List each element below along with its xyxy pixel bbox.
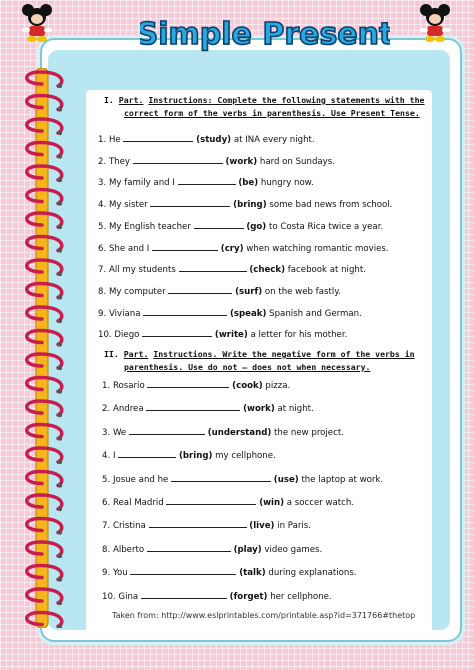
item-rest: hungry now. [260, 178, 314, 189]
item-subject: Real Madrid [112, 498, 164, 508]
spiral-hole [58, 319, 62, 323]
list-item [98, 305, 362, 319]
item-verb: (surf) [235, 286, 263, 297]
item-verb: (bring) [233, 200, 267, 211]
item-number: 5. [98, 221, 107, 232]
section2-label: II. [104, 349, 119, 359]
section1-instructions-line2: correct form of the verbs in parenthesis. Use Present Tense. [124, 108, 420, 118]
item-verb: (go) [246, 221, 267, 232]
list-item [98, 240, 389, 254]
item-number: 5. [102, 474, 111, 485]
item-number: 10. [102, 591, 116, 602]
item-subject: Viviana [108, 308, 141, 319]
item-rest: to Costa Rica twice a year. [268, 221, 384, 232]
spiral-hole [58, 436, 62, 440]
spiral-hole [58, 248, 62, 252]
item-number: 2. [98, 156, 107, 167]
list-item [102, 471, 383, 485]
item-number: 9. [102, 568, 111, 579]
item-subject: Rosario [112, 381, 145, 391]
item-number: 7. [98, 265, 107, 276]
answer-blank[interactable] [152, 240, 218, 251]
item-verb: (check) [249, 265, 286, 276]
spiral-hole [58, 389, 62, 393]
list-item [102, 424, 344, 438]
list-item [102, 588, 332, 602]
item-rest: hard on Sundays. [259, 156, 335, 167]
source-footer: Taken from: http://www.eslprintables.com/printable.asp?id=371766#thetop [112, 611, 416, 620]
page-title [140, 6, 390, 58]
item-rest: a soccer watch. [286, 498, 355, 508]
item-rest: facebook at night. [287, 265, 366, 276]
item-number: 8. [102, 544, 111, 555]
spiral-hole [58, 178, 62, 182]
item-rest: pizza. [265, 381, 291, 391]
list-item [102, 541, 322, 555]
item-verb: (bring) [178, 451, 213, 462]
list-item [98, 261, 366, 275]
answer-blank[interactable] [168, 283, 232, 294]
item-subject: Alberto [112, 544, 145, 555]
spiral-hole [58, 131, 62, 135]
section1-part-label: Part. [118, 95, 144, 105]
item-rest: the laptop at work. [301, 474, 384, 485]
item-number: 3. [102, 427, 111, 438]
spiral-hole [58, 577, 62, 581]
item-verb: (study) [196, 135, 232, 145]
answer-blank[interactable] [178, 174, 236, 185]
item-number: 4. [98, 200, 107, 211]
list-item [102, 400, 314, 414]
mickey-mouse-left-icon [20, 2, 54, 42]
answer-blank[interactable] [147, 377, 229, 388]
answer-blank[interactable] [141, 588, 227, 599]
answer-blank[interactable] [166, 494, 256, 505]
item-subject: Andrea [112, 404, 144, 415]
spiral-hole [58, 295, 62, 299]
spiral-hole [58, 272, 62, 276]
section2-instructions-line1: Instructions. Write the negative form of the verbs in [153, 349, 415, 359]
item-subject: My English teacher [108, 221, 191, 232]
item-rest: in Paris. [277, 521, 311, 532]
item-number: 6. [102, 498, 111, 508]
item-rest: a letter for his mother. [250, 330, 348, 341]
item-subject: I [112, 451, 116, 462]
item-number: 1. [102, 381, 111, 391]
spiral-hole [58, 601, 62, 605]
item-subject: My computer [108, 286, 166, 297]
item-verb: (work) [243, 404, 275, 415]
list-item [98, 326, 347, 340]
answer-blank[interactable] [171, 471, 271, 482]
list-item [98, 153, 335, 167]
item-rest: at night. [277, 404, 314, 415]
item-rest: my cellphone. [215, 451, 276, 462]
spiral-hole [58, 154, 62, 158]
spiral-hole [58, 507, 62, 511]
answer-blank[interactable] [179, 261, 247, 272]
answer-blank[interactable] [149, 517, 247, 528]
section2-instructions [102, 348, 432, 374]
spiral-hole [58, 342, 62, 346]
item-rest: at INA every night. [233, 135, 315, 145]
spiral-hole [58, 84, 62, 88]
item-number: 6. [98, 243, 107, 254]
section1-instructions-line1: Instructions: Complete the following statements with the [148, 95, 425, 105]
item-number: 1. [98, 135, 107, 145]
item-subject: They [108, 156, 131, 167]
item-number: 3. [98, 178, 107, 189]
answer-blank[interactable] [194, 218, 244, 229]
answer-blank[interactable] [118, 447, 176, 458]
spiral-binding-icon [18, 68, 72, 628]
spiral-hole [58, 201, 62, 205]
item-subject: She and I [108, 243, 150, 254]
list-item [98, 196, 392, 210]
list-item [102, 447, 276, 461]
list-item [98, 218, 383, 232]
answer-blank[interactable] [133, 153, 223, 164]
item-verb: (write) [214, 330, 248, 341]
section1-label: I. [104, 95, 114, 105]
answer-blank[interactable] [142, 326, 212, 337]
answer-blank[interactable] [146, 400, 240, 411]
mickey-mouse-right-icon [418, 2, 452, 42]
item-subject: We [112, 427, 127, 438]
list-item [98, 283, 341, 297]
section2-instructions-line2: parenthesis. Use do not – does not when necessary. [124, 362, 371, 372]
item-number: 8. [98, 286, 107, 297]
answer-blank[interactable] [147, 541, 231, 552]
item-rest: on the web fastly. [264, 286, 341, 297]
item-subject: He [108, 135, 121, 145]
answer-blank[interactable] [130, 564, 236, 575]
list-item [98, 174, 314, 188]
item-verb: (be) [238, 178, 259, 189]
item-number: 10. [98, 330, 112, 341]
item-subject: Diego [114, 330, 140, 341]
item-verb: (forget) [229, 591, 268, 602]
item-rest: when watching romantic movies. [246, 243, 389, 254]
item-rest: some bad news from school. [269, 200, 393, 211]
item-rest: during explanations. [268, 568, 357, 579]
answer-blank[interactable] [129, 424, 205, 435]
spiral-hole [58, 554, 62, 558]
title-text: Simple Present [140, 17, 390, 52]
answer-blank[interactable] [150, 196, 230, 207]
item-verb: (win) [259, 498, 285, 508]
item-verb: (cry) [220, 243, 244, 254]
spiral-hole [58, 225, 62, 229]
item-rest: the new project. [274, 427, 344, 438]
spiral-hole [58, 483, 62, 487]
item-subject: All my students [108, 265, 176, 276]
item-subject: Josue and he [112, 474, 169, 485]
item-number: 7. [102, 521, 111, 532]
list-item [102, 564, 357, 578]
list-item [102, 494, 354, 508]
item-subject: You [112, 568, 128, 579]
item-verb: (speak) [229, 308, 267, 319]
item-subject: Cristina [112, 521, 146, 532]
list-item [102, 517, 311, 531]
spiral-hole [58, 413, 62, 417]
item-number: 2. [102, 404, 111, 415]
spiral-hole [58, 530, 62, 534]
item-verb: (cook) [232, 381, 263, 391]
item-verb: (work) [225, 156, 258, 167]
answer-blank[interactable] [123, 131, 193, 142]
section1-instructions [102, 94, 432, 120]
item-rest: her cellphone. [270, 591, 332, 602]
item-subject: My family and I [108, 178, 175, 189]
spiral-hole [58, 107, 62, 111]
spiral-hole [58, 460, 62, 464]
item-number: 4. [102, 451, 111, 462]
item-verb: (talk) [239, 568, 266, 579]
answer-blank[interactable] [143, 305, 227, 316]
item-subject: My sister [108, 200, 148, 211]
item-rest: Spanish and German. [269, 308, 362, 319]
item-verb: (use) [273, 474, 299, 485]
item-rest: video games. [264, 544, 323, 555]
list-item [98, 131, 315, 145]
item-verb: (live) [249, 521, 275, 532]
item-number: 9. [98, 308, 107, 319]
section2-part-label: Part. [123, 349, 149, 359]
item-subject: Gina [118, 591, 139, 602]
list-item [102, 377, 290, 391]
item-verb: (understand) [207, 427, 272, 438]
spiral-hole [58, 366, 62, 370]
item-verb: (play) [233, 544, 262, 555]
